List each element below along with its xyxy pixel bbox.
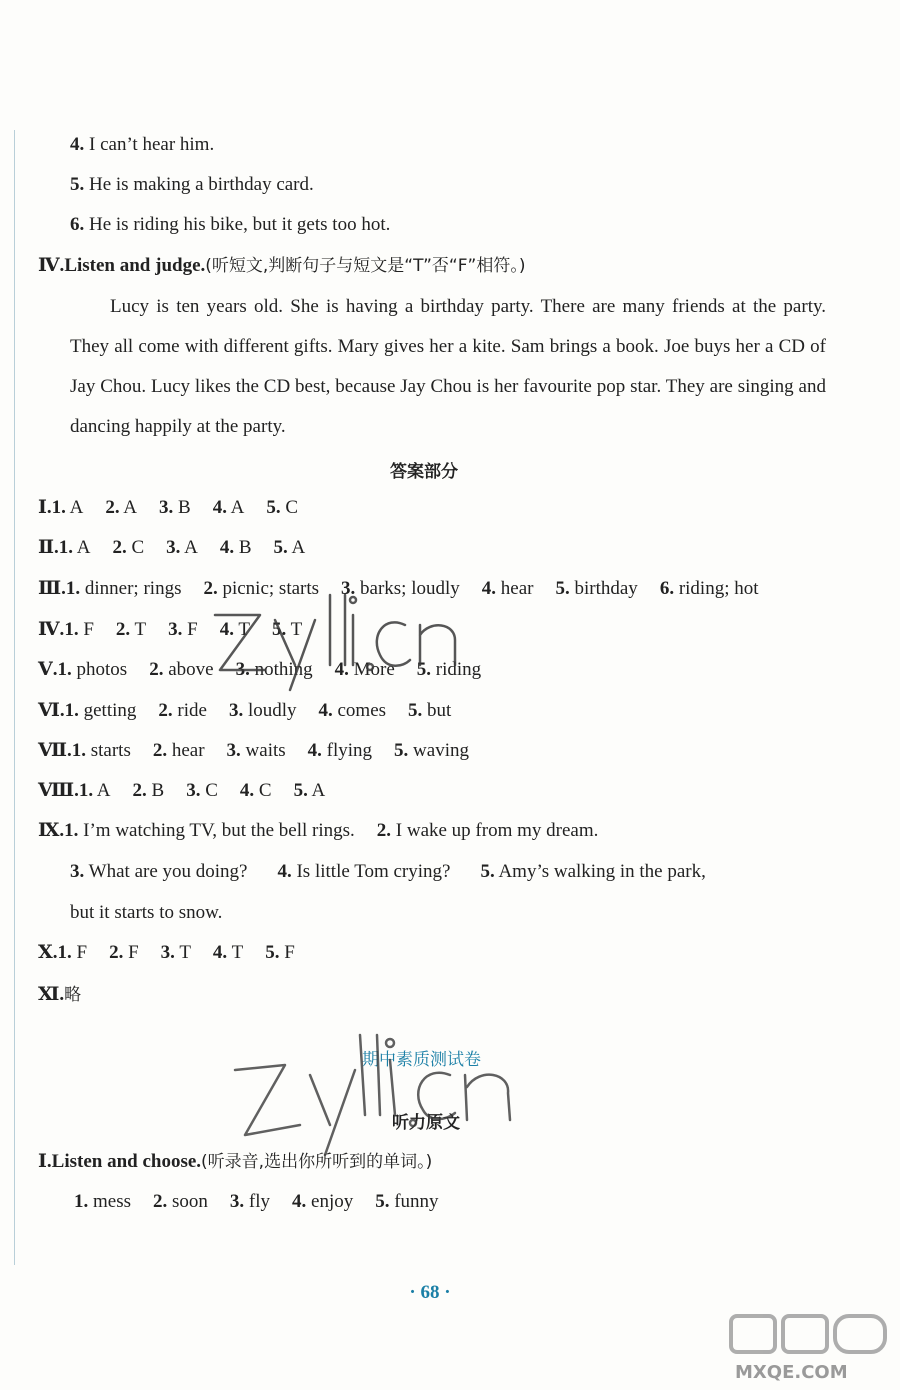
item-number: 2. <box>132 780 147 801</box>
item-number: 1. <box>58 537 74 558</box>
item-number: 5. <box>416 659 432 680</box>
item-number: 1. <box>65 578 81 599</box>
answer-row-3 <box>38 577 759 601</box>
answer-item <box>58 942 88 963</box>
roman-numeral: Ⅳ. <box>38 619 65 640</box>
item-number: 5. <box>273 537 288 558</box>
item-number: 4. <box>307 740 322 761</box>
answer-item <box>149 659 213 680</box>
item-number: 3. <box>226 740 241 761</box>
item-number: 2. <box>105 497 120 518</box>
answer-item <box>308 740 372 761</box>
item-answer: ride <box>172 700 207 721</box>
item-number: 4. <box>292 1191 307 1212</box>
sentence-5: 5. He is making a birthday card. <box>70 174 314 195</box>
item-answer: C <box>126 537 145 558</box>
item-answer: photos <box>71 659 128 680</box>
item-answer: flying <box>321 740 373 761</box>
item-number: 2. <box>115 619 131 640</box>
item-word: enjoy <box>306 1191 354 1212</box>
answer-item <box>274 537 306 558</box>
page-number: · 68 · <box>409 1282 451 1303</box>
item-answer: A <box>287 537 306 558</box>
item-number: 2. <box>109 942 124 963</box>
item-answer: starts <box>85 740 131 761</box>
answer-item <box>52 497 84 518</box>
item-answer: B <box>146 780 165 801</box>
item-answer: More <box>348 659 395 680</box>
answer-item <box>186 780 218 801</box>
item-number: 5. <box>394 740 409 761</box>
item-number: 4. <box>219 619 234 640</box>
answer-item <box>335 659 395 680</box>
item-answer: F <box>78 619 94 640</box>
item-number: 4. <box>239 780 255 801</box>
answer-item <box>408 700 451 721</box>
item-answer: F <box>123 942 139 963</box>
answer-item <box>72 740 131 761</box>
item-word: funny <box>389 1191 439 1212</box>
answer-item <box>555 578 637 599</box>
roman-numeral: Ⅴ. <box>38 659 58 680</box>
answer-item <box>220 619 250 640</box>
answer-row-9-line-2: 3. What are you doing? 4. Is little Tom crying? 5. Amy’s walking in the park, <box>70 861 706 882</box>
word-item <box>74 1191 131 1212</box>
answer-item <box>319 700 387 721</box>
item-answer: T <box>286 619 303 640</box>
roman-numeral: Ⅱ. <box>38 537 59 558</box>
answer-item <box>105 497 137 518</box>
item-number: 3. <box>166 537 181 558</box>
item-answer: but <box>422 700 452 721</box>
item-number: 2. <box>153 1191 168 1212</box>
answer-row-11: Ⅺ.略 <box>38 984 82 1005</box>
watermark-logo <box>725 1310 895 1385</box>
item-answer: A <box>226 497 245 518</box>
answer-row-2 <box>38 536 305 560</box>
answer-item <box>229 700 297 721</box>
answer-item <box>482 578 534 599</box>
item-number: 1. <box>71 740 86 761</box>
answer-item <box>265 942 295 963</box>
item-number: 1. <box>78 780 94 801</box>
answer-item <box>213 942 243 963</box>
svg-text:MXQE.COM: MXQE.COM <box>735 1362 848 1383</box>
item-number: 4. <box>212 497 227 518</box>
section-1-items <box>74 1190 439 1214</box>
item-answer: A <box>65 497 84 518</box>
item-answer: T <box>233 619 250 640</box>
item-number: 1. <box>57 659 72 680</box>
answer-item <box>66 578 182 599</box>
item-answer: F <box>182 619 198 640</box>
answer-item <box>158 700 207 721</box>
answer-item <box>266 497 298 518</box>
item-answer: birthday <box>569 578 638 599</box>
item-number: 3. <box>228 700 244 721</box>
item-answer: nothing <box>249 659 313 680</box>
item-number: 4. <box>334 659 349 680</box>
answer-row-5 <box>38 658 481 682</box>
answer-row-9: Ⅸ.1. I’m watching TV, but the bell rings. 2. I wake up from my dream. <box>38 820 599 841</box>
item-number: 2. <box>152 740 168 761</box>
item-answer: A <box>180 537 198 558</box>
item-number: 1. <box>74 1191 89 1212</box>
item-answer: A <box>73 537 91 558</box>
item-number: 5. <box>265 942 280 963</box>
item-answer: F <box>279 942 295 963</box>
section-4-header: Ⅳ.Listen and judge.(听短文,判断句子与短文是“T”否“F”相符。) <box>38 255 526 276</box>
item-number: 1. <box>64 700 79 721</box>
answer-item <box>153 740 205 761</box>
item-number: 3. <box>186 780 201 801</box>
listening-heading: 听力原文 <box>392 1113 460 1133</box>
midterm-title: 期中素质测试卷 <box>362 1050 481 1070</box>
answer-row-7 <box>38 739 469 763</box>
item-number: 3. <box>160 942 175 963</box>
sentence-6: 6. He is riding his bike, but it gets too hot. <box>70 214 391 235</box>
word-item <box>153 1191 208 1212</box>
answer-row-6 <box>38 699 451 723</box>
item-number: 5. <box>555 578 570 599</box>
item-number: 2. <box>149 659 164 680</box>
answer-item <box>213 497 245 518</box>
item-number: 3. <box>168 619 183 640</box>
answer-item <box>161 942 191 963</box>
item-number: 1. <box>51 497 66 518</box>
item-number: 2. <box>203 578 218 599</box>
answer-item <box>236 659 313 680</box>
item-answer: picnic; starts <box>217 578 320 599</box>
item-number: 4. <box>219 537 235 558</box>
item-number: 4. <box>481 578 497 599</box>
item-answer: above <box>163 659 214 680</box>
answer-item <box>112 537 144 558</box>
item-number: 5. <box>375 1191 390 1212</box>
word-item <box>230 1191 270 1212</box>
item-answer: waits <box>240 740 286 761</box>
answer-item <box>341 578 460 599</box>
item-word: soon <box>167 1191 208 1212</box>
answer-item <box>159 497 191 518</box>
answer-item <box>59 537 91 558</box>
roman-numeral: Ⅶ. <box>38 740 72 761</box>
item-answer: T <box>227 942 244 963</box>
word-item <box>375 1191 438 1212</box>
watermark-graphic-2 <box>225 1015 565 1165</box>
answer-item <box>65 700 137 721</box>
item-answer: C <box>280 497 299 518</box>
item-number: 4. <box>318 700 333 721</box>
item-answer: loudly <box>243 700 297 721</box>
answer-item <box>417 659 481 680</box>
item-answer: waving <box>408 740 469 761</box>
answer-item <box>168 619 198 640</box>
item-number: 5. <box>266 497 281 518</box>
word-item <box>292 1191 353 1212</box>
answer-item <box>109 942 139 963</box>
item-answer: T <box>130 619 147 640</box>
item-answer: A <box>307 780 326 801</box>
answer-item <box>79 780 111 801</box>
roman-numeral: Ⅷ. <box>38 780 79 801</box>
item-number: 5. <box>293 780 308 801</box>
answer-row-9-line-3: but it starts to snow. <box>70 902 223 923</box>
answer-item <box>227 740 286 761</box>
item-answer: A <box>119 497 138 518</box>
item-number: 5. <box>408 700 423 721</box>
item-number: 3. <box>229 1191 245 1212</box>
item-answer: riding; hot <box>674 578 759 599</box>
answer-item <box>133 780 165 801</box>
item-number: 1. <box>64 619 79 640</box>
item-answer: hear <box>167 740 205 761</box>
roman-numeral: Ⅲ. <box>38 578 66 599</box>
answer-item <box>394 740 469 761</box>
answer-item <box>58 659 128 680</box>
roman-numeral: Ⅹ. <box>38 942 58 963</box>
item-number: 6. <box>659 578 675 599</box>
answer-row-1 <box>38 496 298 520</box>
section-4-passage: Lucy is ten years old. She is having a birthday party. There are many friends at the party. They all come with different gifts. Mary gives her a kite. Sam brings a book. Joe buys her a CD of Jay Chou. Lucy likes the CD best, because Jay Chou is her favourite pop star. They are singing and dancing happily at the party. <box>70 296 826 437</box>
item-number: 5. <box>272 619 287 640</box>
item-number: 2. <box>158 700 173 721</box>
item-number: 3. <box>341 578 356 599</box>
answer-item <box>272 619 302 640</box>
item-answer: F <box>71 942 88 963</box>
answer-item <box>220 537 252 558</box>
section-1-header: Ⅰ.Listen and choose.(听录音,选出你所听到的单词。) <box>38 1151 433 1172</box>
answer-item <box>203 578 319 599</box>
answer-item <box>166 537 198 558</box>
item-answer: hear <box>496 578 534 599</box>
item-number: 4. <box>212 942 228 963</box>
answer-row-4 <box>38 618 302 642</box>
item-answer: riding <box>431 659 482 680</box>
answer-row-8 <box>38 779 325 803</box>
roman-numeral: Ⅵ. <box>38 700 65 721</box>
answer-item <box>294 780 326 801</box>
item-answer: A <box>93 780 111 801</box>
roman-numeral: Ⅰ. <box>38 497 52 518</box>
item-word: mess <box>88 1191 131 1212</box>
sentence-4: 4. I can’t hear him. <box>70 134 215 155</box>
item-answer: barks; loudly <box>355 578 460 599</box>
item-number: 1. <box>57 942 72 963</box>
item-answer: B <box>234 537 252 558</box>
margin-rule <box>14 130 15 1265</box>
item-word: fly <box>244 1191 271 1212</box>
item-answer: B <box>173 497 191 518</box>
answer-heading: 答案部分 <box>390 462 458 482</box>
item-answer: comes <box>332 700 387 721</box>
item-answer: dinner; rings <box>80 578 182 599</box>
item-answer: C <box>200 780 218 801</box>
item-number: 2. <box>112 537 127 558</box>
item-number: 3. <box>159 497 174 518</box>
answer-item <box>64 619 94 640</box>
item-number: 3. <box>235 659 250 680</box>
item-answer: getting <box>78 700 137 721</box>
item-answer: C <box>254 780 272 801</box>
answer-row-10 <box>38 941 295 965</box>
item-answer: T <box>174 942 191 963</box>
answer-item <box>660 578 759 599</box>
answer-item <box>116 619 146 640</box>
answer-item <box>240 780 272 801</box>
